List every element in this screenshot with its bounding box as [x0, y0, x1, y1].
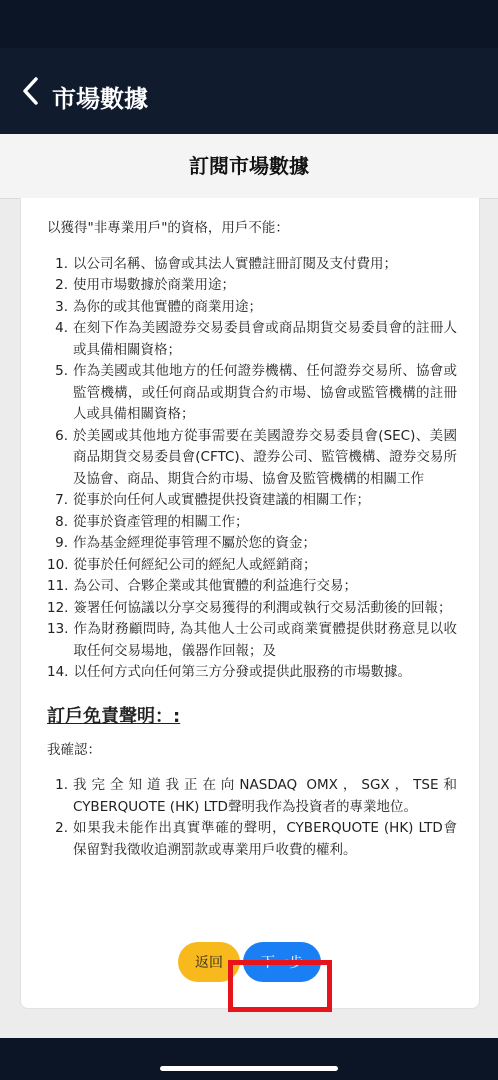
list-item-text: 以任何方式向任何第三方分發或提供此服務的市場數據。	[73, 664, 411, 680]
intro-text: 以獲得"非專業用戶"的資格，用戶不能：	[47, 220, 289, 236]
list-item	[47, 533, 457, 555]
list-item	[47, 576, 457, 598]
list-item-text: 作為基金經理從事管理不屬於您的資金；	[73, 535, 316, 551]
list-item-number: 6.	[55, 427, 68, 444]
list-item-number: 1.	[55, 255, 68, 272]
list-item	[47, 818, 457, 861]
list-item	[47, 361, 457, 426]
list-item-number: 1.	[55, 777, 68, 793]
list-item-text: 以公司名稱、協會或其法人實體註冊訂閱及支付費用；	[73, 255, 397, 272]
bottom-bar	[0, 1038, 498, 1080]
list-item-number: 5.	[55, 363, 68, 379]
disclaimer-heading: 訂戶免責聲明：:	[47, 705, 181, 727]
list-item-text: 如果我未能作出真實準確的聲明，CYBERQUOTE (HK) LTD會保留對我徵收追溯罰款或專業用戶收費的權利。	[73, 820, 457, 858]
section-title: 訂閱市場數據	[189, 154, 309, 178]
list-item-number: 8.	[55, 513, 68, 530]
list-item	[47, 512, 457, 534]
list-item-number: 10.	[47, 556, 69, 573]
list-item-number: 11.	[47, 578, 69, 594]
list-item-number: 7.	[55, 492, 68, 508]
list-item	[47, 275, 457, 297]
list-item-text: 作為財務顧問時, 為其他人士公司或商業實體提供財務意見以收取任何交易場地，儀器作回報；及	[73, 621, 457, 659]
list-item-text: 於美國或其他地方從事需要在美國證券交易委員會(SEC)、美國商品期貨交易委員會(CFTC)、證券公司、監管機構、證券交易所及協會、商品、期貨合約市場、協會及監管機構的相關工作	[73, 427, 457, 487]
list-item-number: 2.	[55, 820, 68, 836]
back-button[interactable]	[14, 70, 56, 112]
list-item-text: 從事於資產管理的相關工作；	[73, 513, 249, 530]
list-item-number: 4.	[55, 320, 68, 336]
page-title: 市場數據	[52, 85, 148, 113]
list-item-number: 9.	[55, 535, 68, 551]
list-item-text: 從事於任何經紀公司的經紀人或經銷商；	[73, 556, 317, 573]
sub-header	[0, 134, 498, 199]
list-item-number: 3.	[55, 298, 68, 315]
terms-card	[20, 198, 480, 1009]
confirm-list	[47, 775, 457, 861]
list-item	[47, 426, 457, 491]
terms-content	[47, 218, 457, 861]
next-step-button[interactable]: 下一步	[243, 942, 321, 982]
back-action-button[interactable]: 返回	[178, 942, 240, 982]
list-item	[47, 318, 457, 361]
list-item	[47, 775, 457, 818]
confirm-label: 我確認：	[47, 741, 101, 758]
button-row	[21, 942, 479, 982]
list-item-number: 2.	[55, 277, 68, 293]
chevron-left-icon	[14, 70, 56, 112]
list-item	[47, 490, 457, 512]
list-item-number: 13.	[47, 621, 69, 637]
list-item	[47, 619, 457, 662]
list-item-text: 為你的或其他實體的商業用途；	[73, 298, 262, 315]
list-item-number: 12.	[47, 599, 69, 616]
list-item-text: 從事於向任何人或實體提供投資建議的相關工作；	[73, 492, 370, 508]
list-item-text: 在刻下作為美國證券交易委員會或商品期貨交易委員會的註冊人或具備相關資格；	[73, 320, 457, 358]
home-indicator	[160, 1066, 338, 1071]
list-item	[47, 254, 457, 276]
terms-list	[47, 254, 457, 684]
list-item-text: 作為美國或其他地方的任何證券機構、任何證券交易所、協會或監管機構，或任何商品或期貨合約市場、協會或監管機構的註冊人或具備相關資格；	[73, 363, 457, 422]
list-item	[47, 598, 457, 620]
list-item-text: 簽署任何協議以分享交易獲得的利潤或執行交易活動後的回報；	[73, 599, 452, 616]
list-item	[47, 297, 457, 319]
status-bar	[0, 0, 498, 48]
list-item-text: 為公司、合夥企業或其他實體的利益進行交易；	[73, 578, 357, 594]
nav-bar	[0, 48, 498, 134]
list-item-text: 我完全知道我正在向NASDAQ OMX，SGX，TSE和CYBERQUOTE (HK) LTD聲明我作為投資者的專業地位。	[73, 777, 457, 815]
list-item-number: 14.	[47, 664, 69, 680]
list-item-text: 使用市場數據於商業用途；	[73, 277, 235, 293]
list-item	[47, 662, 457, 684]
list-item	[47, 555, 457, 577]
